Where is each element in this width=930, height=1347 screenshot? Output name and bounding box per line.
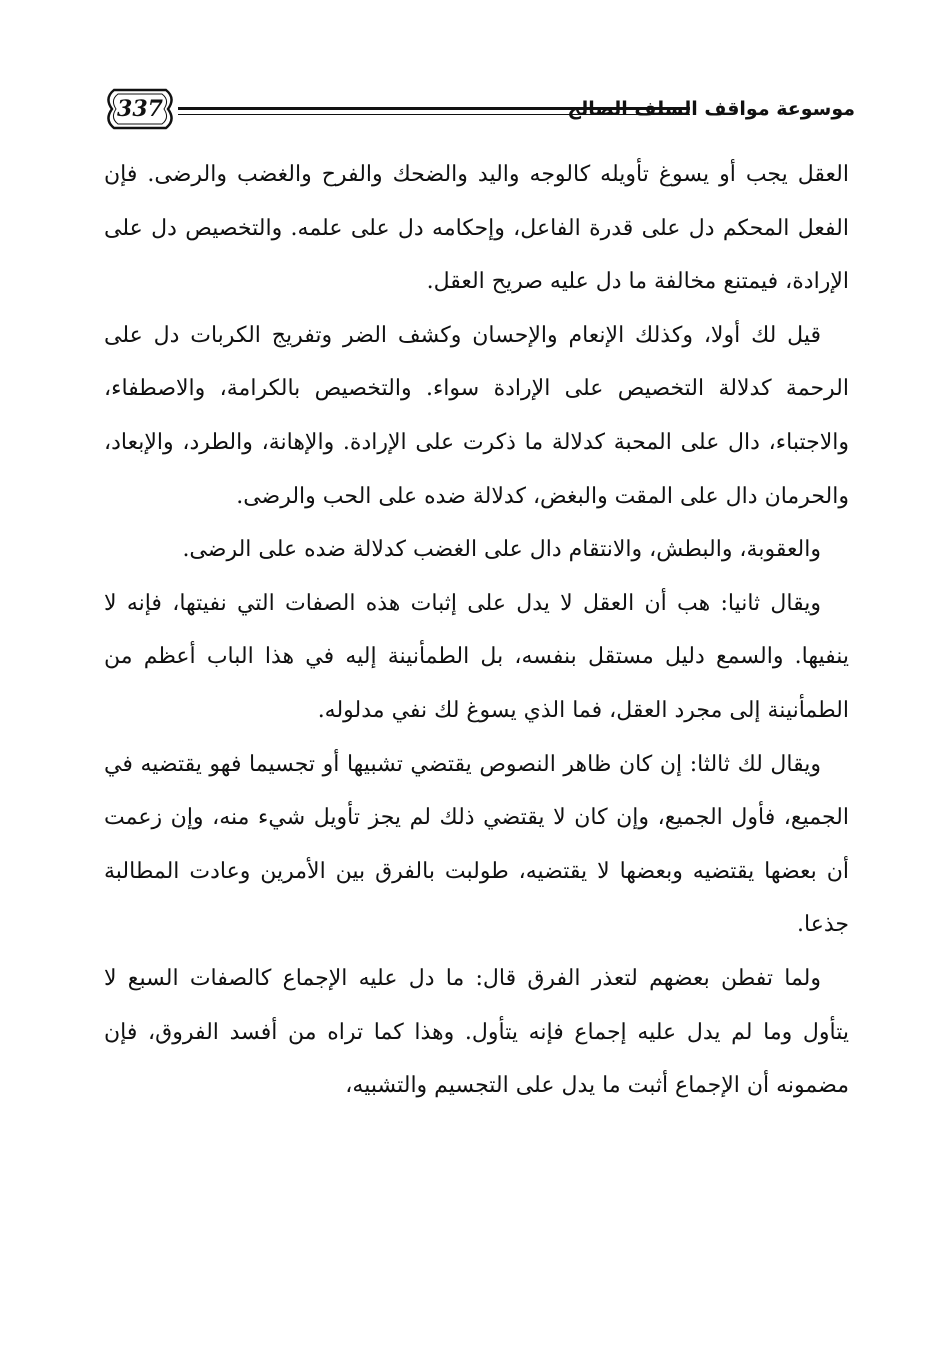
book-title: موسوعة مواقف السلف الصالح [567, 98, 855, 120]
paragraph-6: ولما تفطن بعضهم لتعذر الفرق قال: ما دل عليه الإجماع كالصفات السبع لا يتأول وما لم يدل عليه إجماع فإنه يتأول. وهذا كما تراه من أفسد الفروق، فإن مضمونه أن الإجماع أثبت ما يدل على التجسيم والتشبيه، [104, 965, 849, 1099]
page-number-badge [100, 84, 180, 134]
paragraph-1: العقل يجب أو يسوغ تأويله كالوجه واليد والضحك والفرح والغضب والرضى. فإن الفعل المحكم دل على قدرة الفاعل، وإحكامه دل على علمه. والتخصيص دل على الإرادة، فيمتنع مخالفة ما دل عليه صريح العقل. [104, 162, 849, 295]
paragraph-2: قيل لك أولا، وكذلك الإنعام والإحسان وكشف الضر وتفريج الكربات دل على الرحمة كدلالة التخصيص على الإرادة سواء. والتخصيص بالكرامة، والاصطفاء، والاجتباء، دال على المحبة كدلالة ما ذكرت على الإرادة. والإهانة، والطرد، والإبعاد، والحرمان دال على المقت والبغض، كدلالة ضده على الحب والرضى. [104, 322, 849, 509]
paragraph-3: والعقوبة، والبطش، والانتقام دال على الغضب كدلالة ضده على الرضى. [182, 537, 821, 563]
page-header [100, 82, 855, 142]
page-body [104, 148, 849, 1113]
page-number: 337 [117, 96, 163, 122]
paragraph-5: ويقال لك ثالثا: إن كان ظاهر النصوص يقتضي تشبيها أو تجسيما فهو يقتضيه في الجميع، فأول الجميع، وإن كان لا يقتضي ذلك لم يجز تأويل شيء منه، وإن زعمت أن بعضها يقتضيه وبعضها لا يقتضيه، طولبت بالفرق بين الأمرين وعادت المطالبة جذعا. [104, 751, 849, 938]
paragraph-4: ويقال ثانيا: هب أن العقل لا يدل على إثبات هذه الصفات التي نفيتها، فإنه لا ينفيها. والسمع دليل مستقل بنفسه، بل الطمأنينة إليه في هذا الباب أعظم من الطمأنينة إلى مجرد العقل، فما الذي يسوغ لك نفي مدلوله. [104, 590, 849, 723]
